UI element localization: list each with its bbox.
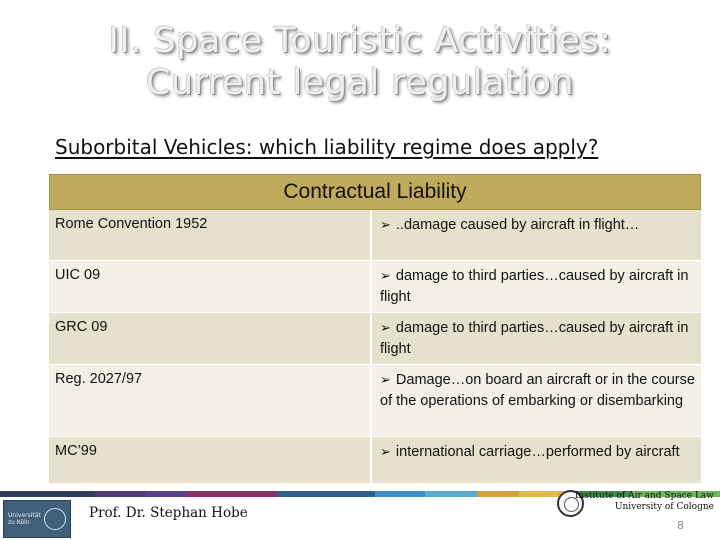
liability-scope-text: damage to third parties…caused by aircraft in flight bbox=[380, 268, 689, 305]
institute-name: Institute of Air and Space Law bbox=[574, 491, 714, 501]
title-line-2: Current legal regulation bbox=[145, 63, 575, 103]
regulation-name: Rome Convention 1952 bbox=[49, 210, 372, 260]
liability-scope-text: Damage…on board an aircraft or in the course of the operations of embarking or disembarking bbox=[380, 372, 695, 409]
liability-scope bbox=[372, 261, 701, 312]
presenter-name: Prof. Dr. Stephan Hobe bbox=[89, 505, 248, 521]
liability-scope-text: damage to third parties…caused by aircraft in flight bbox=[380, 320, 689, 357]
arrow-bullet-icon: ➢ bbox=[380, 372, 391, 387]
page-number: 8 bbox=[677, 519, 684, 532]
color-bar-segment bbox=[145, 491, 187, 497]
table-row bbox=[49, 313, 701, 365]
table-body bbox=[49, 210, 701, 484]
slide-title bbox=[0, 20, 720, 104]
liability-scope bbox=[372, 210, 701, 260]
color-bar-segment bbox=[95, 491, 145, 497]
university-seal-icon bbox=[44, 508, 66, 530]
university-logo-text: Universität zu Köln bbox=[8, 512, 41, 526]
regulation-name: MC’99 bbox=[49, 437, 372, 483]
liability-scope bbox=[372, 313, 701, 364]
liability-scope bbox=[372, 437, 701, 483]
table-row bbox=[49, 437, 701, 484]
title-line-1: II. Space Touristic Activities: bbox=[108, 21, 612, 61]
table-row bbox=[49, 261, 701, 313]
slide-subtitle: Suborbital Vehicles: which liability regime does apply? bbox=[55, 135, 599, 159]
color-bar-segment bbox=[375, 491, 425, 497]
university-name: University of Cologne bbox=[614, 502, 714, 512]
color-bar-segment bbox=[477, 491, 519, 497]
liability-scope bbox=[372, 365, 701, 436]
liability-table bbox=[49, 174, 701, 484]
table-row bbox=[49, 365, 701, 437]
arrow-bullet-icon: ➢ bbox=[380, 444, 391, 459]
table-header: Contractual Liability bbox=[49, 174, 701, 210]
color-bar-segment bbox=[277, 491, 375, 497]
liability-scope-text: international carriage…performed by aircraft bbox=[395, 444, 680, 460]
table-row bbox=[49, 210, 701, 261]
color-bar-segment bbox=[425, 491, 477, 497]
color-bar-segment bbox=[187, 491, 277, 497]
regulation-name: UIC 09 bbox=[49, 261, 372, 312]
regulation-name: GRC 09 bbox=[49, 313, 372, 364]
arrow-bullet-icon: ➢ bbox=[380, 217, 391, 232]
arrow-bullet-icon: ➢ bbox=[380, 268, 391, 283]
color-bar-segment bbox=[0, 491, 95, 497]
institute-info bbox=[554, 491, 714, 513]
liability-scope-text: ..damage caused by aircraft in flight… bbox=[395, 217, 640, 233]
arrow-bullet-icon: ➢ bbox=[380, 320, 391, 335]
regulation-name: Reg. 2027/97 bbox=[49, 365, 372, 436]
university-logo bbox=[3, 500, 71, 538]
